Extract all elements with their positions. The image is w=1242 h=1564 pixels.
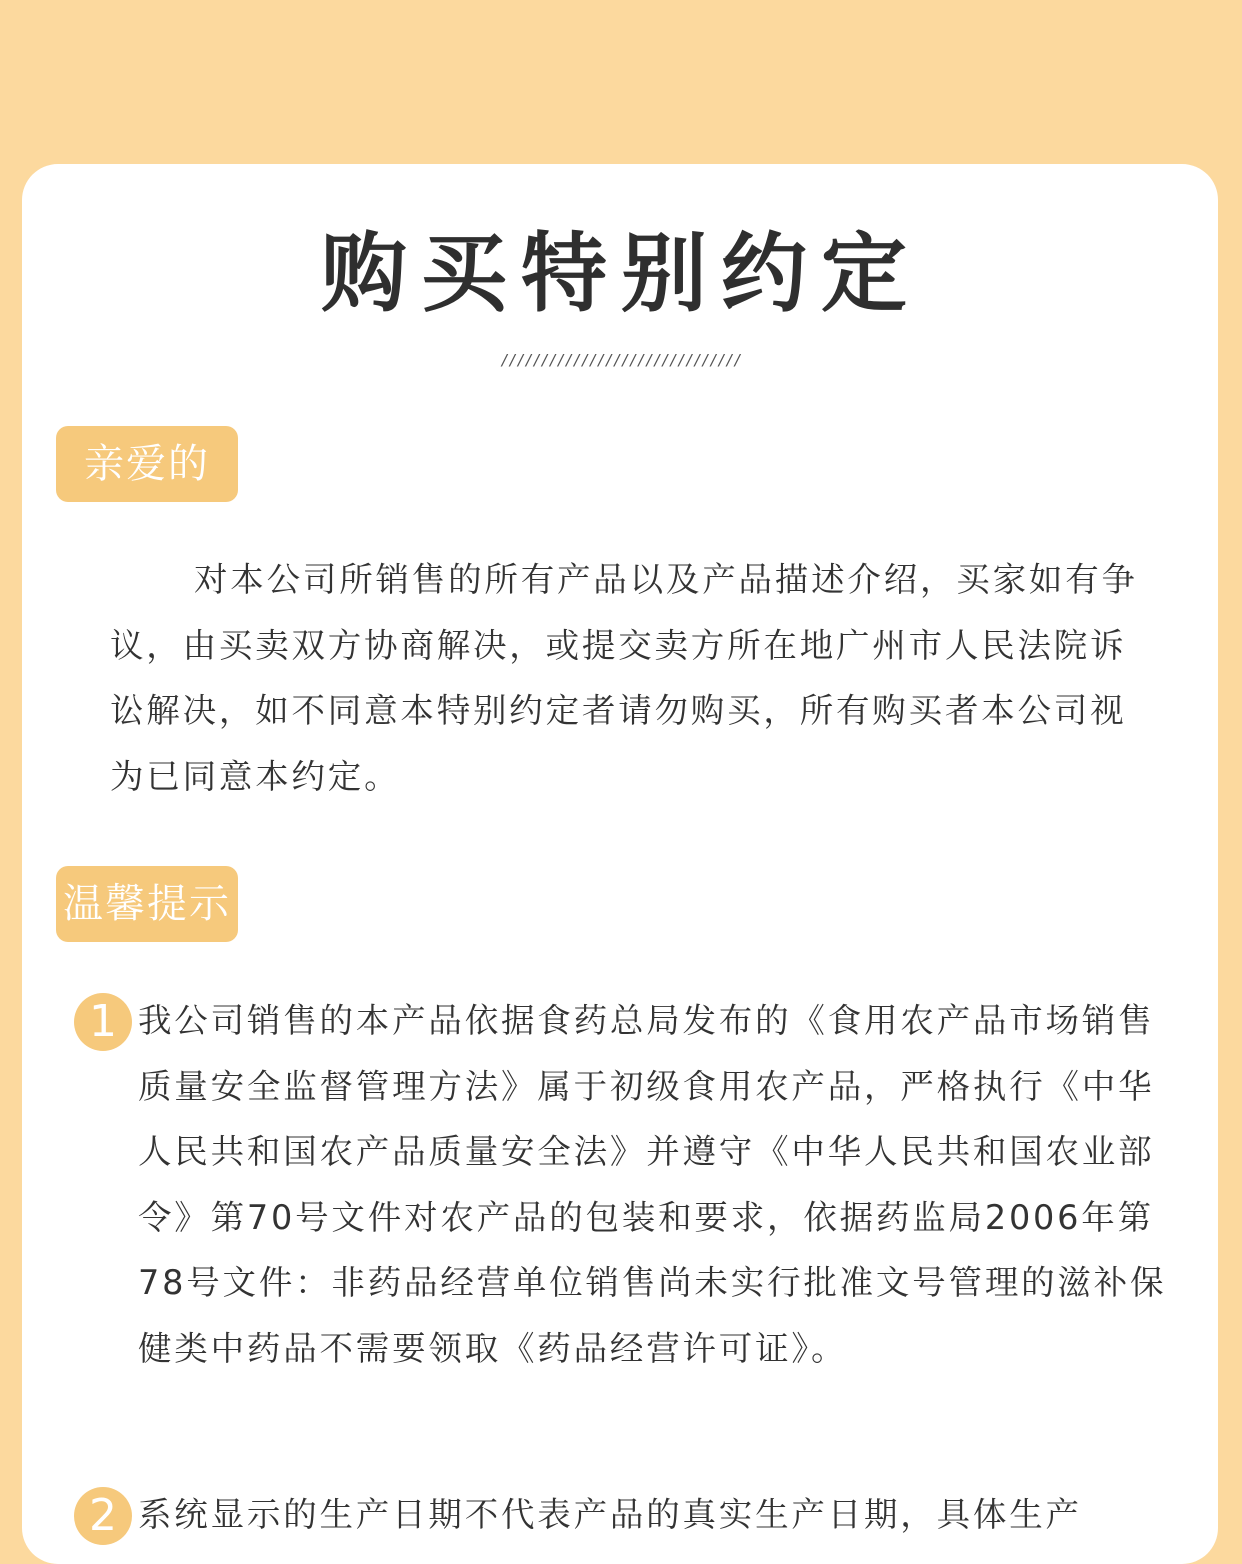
tips-tag: 温馨提示: [56, 866, 238, 942]
agreement-paragraph: 对本公司所销售的所有产品以及产品描述介绍，买家如有争议，由买卖双方协商解决，或提交卖方所在地广州市人民法院诉讼解决，如不同意本特别约定者请勿购买，所有购买者本公司视为已同意本约定。: [110, 560, 1138, 796]
page-title: 购买特别约定: [321, 224, 921, 324]
tip-number-badge: 2: [74, 1487, 132, 1545]
tip-text: 我公司销售的本产品依据食药总局发布的《食用农产品市场销售质量安全监督管理方法》属于初级食用农产品，严格执行《中华人民共和国农产品质量安全法》并遵守《中华人民共和国农业部令》第70号文件对农产品的包装和要求，依据药监局2006年第78号文件：非药品经营单位销售尚未实行批准文号管理的滋补保健类中药品不需要领取《药品经营许可证》。: [138, 1001, 1167, 1368]
tip-number-badge: 1: [74, 993, 132, 1051]
tip-text: 系统显示的生产日期不代表产品的真实生产日期，具体生产: [138, 1495, 1082, 1534]
title-divider: //////////////////////////////: [500, 351, 742, 369]
dear-tag: 亲爱的: [56, 426, 238, 502]
